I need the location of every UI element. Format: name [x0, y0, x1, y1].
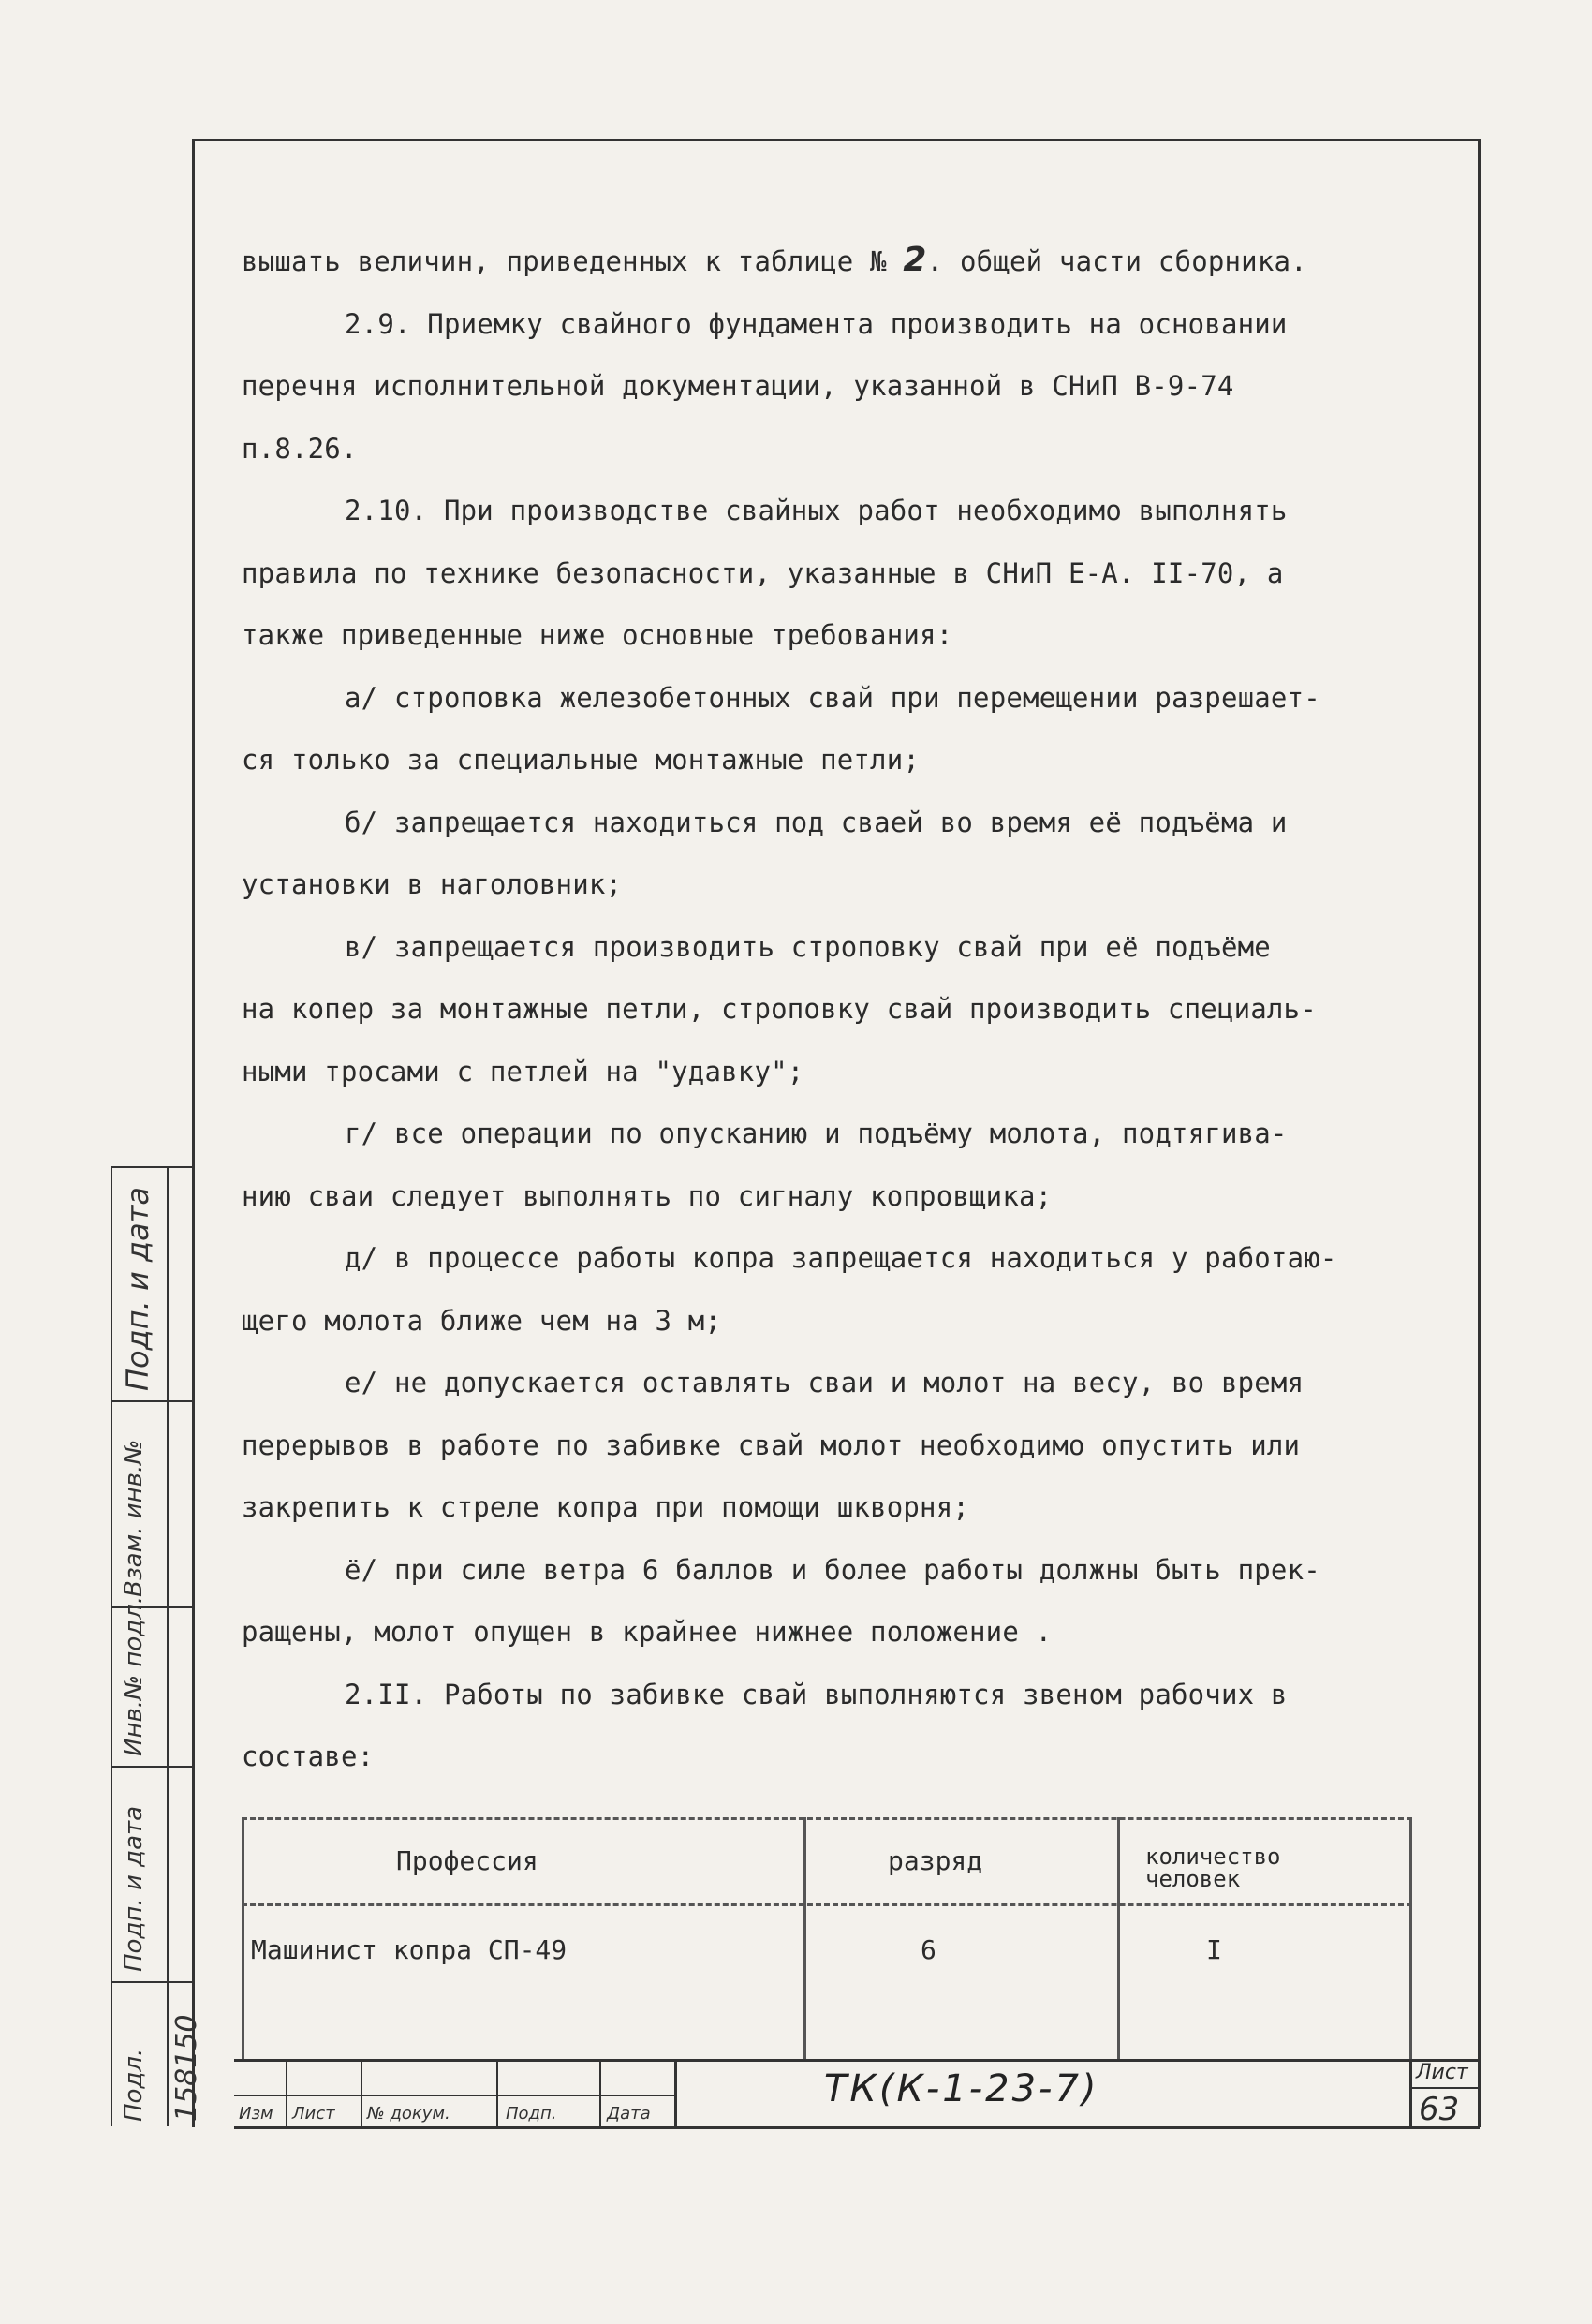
text-line: е/ не допускается оставлять сваи и молот на весу, во время: [345, 1367, 1305, 1399]
stamp-label-5: Подл.: [120, 2048, 148, 2122]
text-line: в/ запрещается производить строповку свай при её подъёме: [345, 930, 1271, 963]
text-line: ё/ при силе ветра 6 баллов и более работы должны быть прек-: [345, 1553, 1320, 1586]
sheet-number: 63: [1419, 2091, 1460, 2128]
text-line: перерывов в работе по забивке свай молот необходимо опустить или: [242, 1428, 1301, 1461]
table-header-profession: Профессия: [396, 1845, 538, 1876]
table-header-count: количество человек: [1145, 1843, 1281, 1892]
text-line: г/ все операции по опусканию и подъёму молота, подтягива-: [345, 1118, 1288, 1149]
table-divider: [242, 1817, 244, 2061]
table-divider: [1117, 1817, 1120, 2061]
stamp-label-2: Взам. инв.№: [120, 1439, 148, 1597]
stamp-label-3: Инв.№ подл.: [120, 1595, 148, 1756]
text-line: ными тросами с петлей на "удавку";: [242, 1055, 804, 1088]
stamp-label-1: Подп. и дата: [120, 1187, 155, 1391]
table-cell-grade: 6: [921, 1934, 936, 1965]
col-label-izm: Изм: [239, 2104, 273, 2124]
text-line: нию сваи следует выполнять по сигналу копровщика;: [242, 1179, 1053, 1212]
text-line: 2.10. При производстве свайных работ необходимо выполнять: [345, 495, 1288, 526]
col-label-doc: № докум.: [367, 2104, 450, 2124]
text-line: вышать величин, приведенных к таблице № 2. общей части сборника.: [242, 241, 1307, 279]
text-line: составе:: [242, 1740, 375, 1772]
document-body: [242, 229, 1431, 1788]
col-label-sign: Подп.: [506, 2104, 557, 2124]
handwritten-number: 2: [903, 241, 927, 279]
text-line: правила по технике безопасности, указанные в СНиП Е-А. II-70, а: [242, 556, 1284, 589]
text-line: также приведенные ниже основные требования:: [242, 619, 953, 651]
text-line: перечня исполнительной документации, указанной в СНиП В-9-74: [242, 370, 1234, 402]
crew-table: [242, 1817, 1412, 2061]
text-line: ся только за специальные монтажные петли;: [242, 744, 921, 776]
table-divider: [803, 1817, 806, 2061]
table-cell-count: I: [1206, 1934, 1222, 1965]
text-line: на копер за монтажные петли, строповку свай производить специаль-: [242, 993, 1317, 1025]
text-line: б/ запрещается находиться под сваей во время её подъёма и: [345, 806, 1288, 838]
table-rule: [242, 1817, 1412, 1820]
table-rule: [242, 1903, 1412, 1906]
text-line: п.8.26.: [242, 432, 358, 465]
table-header-grade: разряд: [888, 1845, 983, 1876]
text-line: ращены, молот опущен в крайнее нижнее положение .: [242, 1616, 1053, 1648]
text-line: а/ строповка железобетонных свай при перемещении разрешает-: [345, 681, 1320, 714]
col-label-date: Дата: [607, 2104, 651, 2124]
text-line: 2.9. Приемку свайного фундамента производить на основании: [345, 307, 1288, 340]
stamp-label-4: Подп. и дата: [120, 1805, 148, 1972]
stamp-number: 158150: [170, 2014, 203, 2122]
side-stamp: [111, 1166, 203, 2126]
table-divider: [1409, 1817, 1412, 2061]
col-label-list: Лист: [292, 2104, 335, 2124]
sheet-label: Лист: [1416, 2061, 1468, 2084]
text-line: щего молота ближе чем на 3 м;: [242, 1304, 722, 1337]
text-line: закрепить к стреле копра при помощи шкворня;: [242, 1491, 970, 1523]
document-code: ТК(К-1-23-7): [824, 2067, 1099, 2110]
text-line: установки в наголовник;: [242, 868, 623, 900]
text-line: 2.II. Работы по забивке свай выполняются звеном рабочих в: [345, 1678, 1288, 1710]
table-cell-profession: Машинист копра СП-49: [251, 1934, 568, 1965]
text-line: д/ в процессе работы копра запрещается находиться у работаю-: [345, 1242, 1337, 1274]
